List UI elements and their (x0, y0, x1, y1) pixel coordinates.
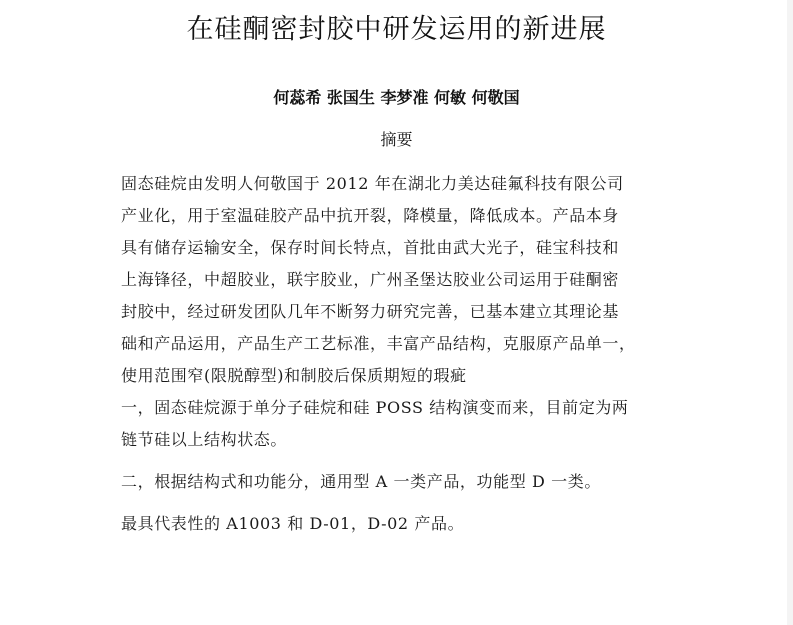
point-1-line: 链节硅以上结构状态。 (121, 430, 288, 449)
paragraph-line: 上海锋径，中超胶业，联宇胶业，广州圣堡达胶业公司运用于硅酮密 (121, 270, 620, 289)
paragraph-line: 使用范围窄(限脱醇型)和制胶后保质期短的瑕疵 (121, 366, 467, 385)
paragraph-line: 具有储存运输安全，保存时间长特点，首批由武大光子，硅宝科技和 (121, 238, 620, 257)
paragraph-line: 础和产品运用，产品生产工艺标准，丰富产品结构，克服原产品单一， (121, 334, 636, 353)
point-3-line: 最具代表性的 A1003 和 D-01，D-02 产品。 (121, 514, 465, 533)
paragraph-line: 封胶中，经过研发团队几年不断努力研究完善，已基本建立其理论基 (121, 302, 620, 321)
paragraph-line: 产业化，用于室温硅胶产品中抗开裂，降模量，降低成本。产品本身 (121, 206, 620, 225)
point-1-line: 一，固态硅烷源于单分子硅烷和硅 POSS 结构演变而来，目前定为两 (121, 398, 629, 417)
document-title: 在硅酮密封胶中研发运用的新进展 (186, 14, 607, 45)
point-2-line: 二，根据结构式和功能分，通用型 A 一类产品，功能型 D 一类。 (121, 472, 601, 491)
paragraph-line: 固态硅烷由发明人何敬国于 2012 年在湖北力美达硅氟科技有限公司 (121, 174, 624, 193)
vertical-scrollbar[interactable] (787, 0, 793, 625)
document-body (121, 168, 681, 540)
abstract-heading: 摘要 (380, 130, 413, 149)
author-list: 何蕊希 张国生 李梦准 何敏 何敬国 (273, 88, 520, 107)
